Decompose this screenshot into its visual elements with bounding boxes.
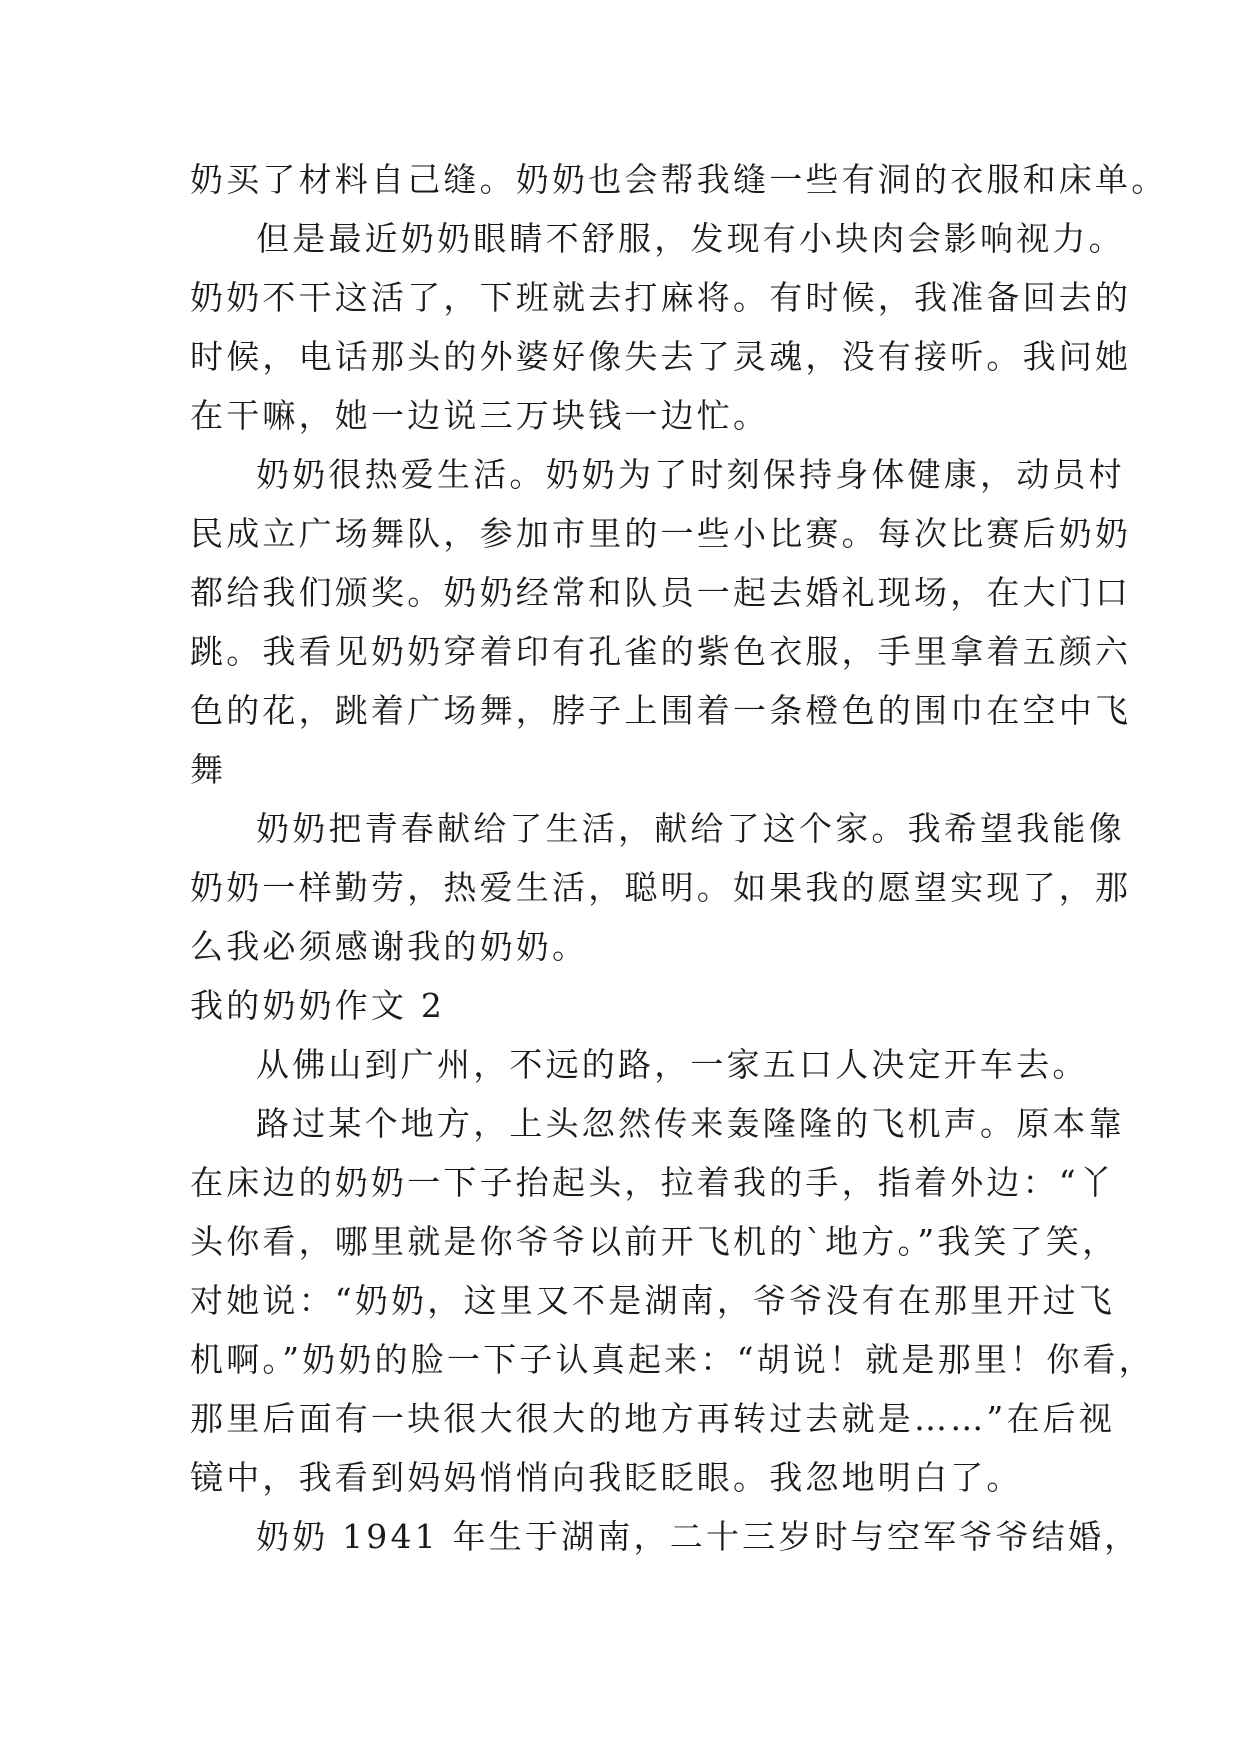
text-line: 奶买了材料自己缝。奶奶也会帮我缝一些有洞的衣服和床单。 — [190, 160, 1168, 199]
paragraph-start: 路过某个地方，上头忽然传来轰隆隆的飞机声。原本靠 — [256, 1104, 1125, 1143]
text-line: 在床边的奶奶一下子抬起头，拉着我的手，指着外边：“丫 — [190, 1163, 1116, 1202]
text-line: 色的花，跳着广场舞，脖子上围着一条橙色的围巾在空中飞 — [190, 691, 1132, 730]
text-line: 头你看，哪里就是你爷爷以前开飞机的`地方。”我笑了笑， — [190, 1222, 1119, 1261]
paragraph-start: 从佛山到广州，不远的路，一家五口人决定开车去。 — [256, 1045, 1089, 1084]
paragraph-start: 奶奶 1941 年生于湖南，二十三岁时与空军爷爷结婚， — [256, 1517, 1141, 1556]
text-line: 机啊。”奶奶的脸一下子认真起来：“胡说！就是那里！你看， — [190, 1340, 1155, 1379]
text-line: 么我必须感谢我的奶奶。 — [190, 927, 589, 966]
text-line: 奶奶不干这活了，下班就去打麻将。有时候，我准备回去的 — [190, 278, 1132, 317]
paragraph-start: 奶奶很热爱生活。奶奶为了时刻保持身体健康，动员村 — [256, 455, 1125, 494]
text-line: 都给我们颁奖。奶奶经常和队员一起去婚礼现场，在大门口 — [190, 573, 1132, 612]
text-line: 奶奶一样勤劳，热爱生活，聪明。如果我的愿望实现了，那 — [190, 868, 1132, 907]
text-line: 民成立广场舞队，参加市里的一些小比赛。每次比赛后奶奶 — [190, 514, 1132, 553]
text-line: 对她说：“奶奶，这里又不是湖南，爷爷没有在那里开过飞 — [190, 1281, 1116, 1320]
paragraph-start: 但是最近奶奶眼睛不舒服，发现有小块肉会影响视力。 — [256, 219, 1125, 258]
text-line: 时候，电话那头的外婆好像失去了灵魂，没有接听。我问她 — [190, 337, 1132, 376]
paragraph-start: 奶奶把青春献给了生活，献给了这个家。我希望我能像 — [256, 809, 1125, 848]
text-line: 跳。我看见奶奶穿着印有孔雀的紫色衣服，手里拿着五颜六 — [190, 632, 1132, 671]
text-line: 那里后面有一块很大很大的地方再转过去就是……”在后视 — [190, 1399, 1116, 1438]
text-line: 在干嘛，她一边说三万块钱一边忙。 — [190, 396, 770, 435]
section-heading: 我的奶奶作文 2 — [190, 986, 446, 1025]
text-line: 舞 — [190, 750, 227, 789]
text-line: 镜中，我看到妈妈悄悄向我眨眨眼。我忽地明白了。 — [190, 1458, 1023, 1497]
